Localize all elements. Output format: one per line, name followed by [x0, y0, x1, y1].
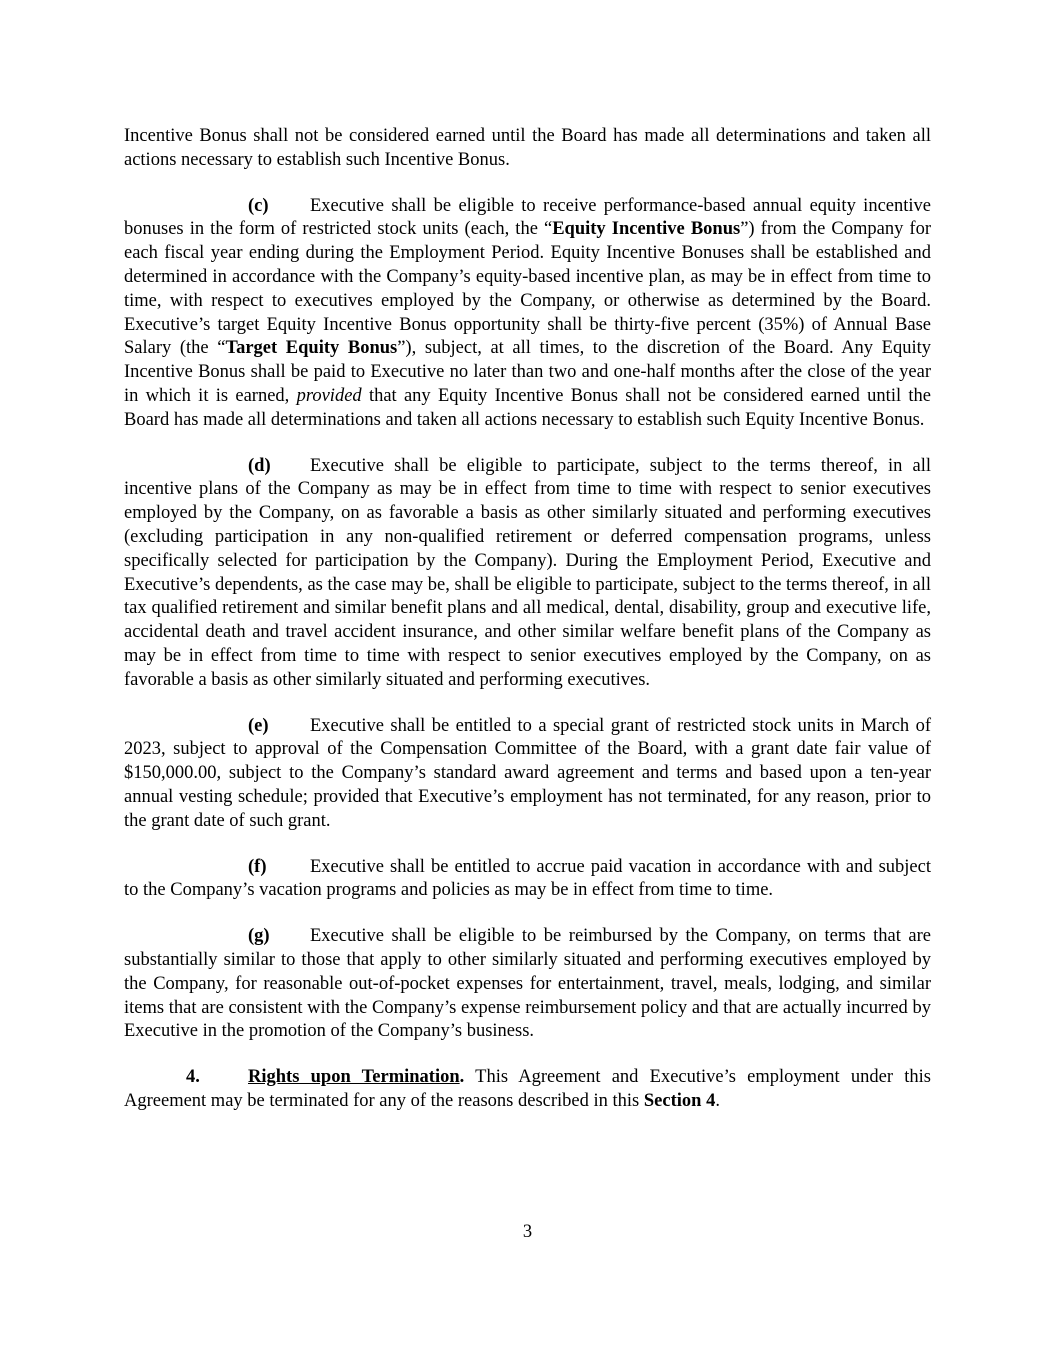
paragraph-c-text-1: Executive shall be eligible to receive performance-based annual equity incentive bonuses in the form of restricted stock units (each, the “	[124, 195, 931, 240]
defined-term-target-equity-bonus: Target Equity Bonus	[225, 338, 398, 359]
section-4-heading: Rights upon Termination	[248, 1067, 460, 1088]
paragraph-e-text: Executive shall be entitled to a special grant of restricted stock units in March of 2023, subject to approval of the Compensation Committee of the Board, with a grant date fair value of $150,000.00, subject to the Company’s standard award agreement and terms and based upon a ten-year annual vesting schedule; provided that Executive’s employment has not terminated, for any reason, prior to the grant date of such grant.	[124, 715, 931, 831]
paragraph-e-label: (e)	[248, 715, 269, 736]
paragraph-c	[124, 195, 931, 433]
paragraph-f	[124, 856, 931, 904]
paragraph-e	[124, 715, 931, 834]
paragraph-d-label: (d)	[248, 455, 271, 476]
document-page	[124, 125, 931, 1114]
defined-term-equity-incentive-bonus: Equity Incentive Bonus	[552, 219, 741, 240]
paragraph-d	[124, 455, 931, 693]
section-4-number: 4.	[186, 1067, 200, 1088]
paragraph-f-label: (f)	[248, 856, 267, 877]
paragraph-g-label: (g)	[248, 926, 270, 947]
page-number: 3	[522, 1222, 533, 1242]
section-4-reference: Section 4	[643, 1090, 716, 1111]
paragraph-b-continued: Incentive Bonus shall not be considered earned until the Board has made all determinations and taken all actions necessary to establish such Incentive Bonus.	[124, 126, 931, 170]
paragraph-c-text-3: ”), subject, at all times, to the discretion of the Board. Any Equity Incentive Bonus shall be paid to Executive no later than two and one-half months after the close of the year in which it is earned,	[124, 338, 931, 406]
paragraph-c-text-4: that any Equity Incentive Bonus shall not be considered earned until the Board has made all determinations and taken all actions necessary to establish such Equity Incentive Bonus.	[124, 385, 931, 430]
section-4-text: This Agreement and Executive’s employment under this Agreement may be terminated for any of the reasons described in this	[124, 1067, 931, 1111]
paragraph-f-text: Executive shall be entitled to accrue paid vacation in accordance with and subject to the Company’s vacation programs and policies as may be in effect from time to time.	[124, 856, 931, 901]
paragraph-c-text-2: ”) from the Company for each fiscal year ending during the Employment Period. Equity Incentive Bonuses shall be established and determined in accordance with the Company’s equity-based incentive plan, as may be in effect from time to time, with respect to executives employed by the Company, or otherwise as determined by the Board. Executive’s target Equity Incentive Bonus opportunity shall be thirty-five percent (35%) of Annual Base Salary (the “	[124, 219, 932, 359]
paragraph-d-text: Executive shall be eligible to participate, subject to the terms thereof, in all incentive plans of the Company as may be in effect from time to time with respect to senior executives employed by the Company, on as favorable a basis as other similarly situated and performing executives (excluding participation in any non-qualified retirement or deferred compensation programs, unless specifically selected for participation by the Company). During the Employment Period, Executive and Executive’s dependents, as the case may be, shall be eligible to participate, subject to the terms thereof, in all tax qualified retirement and similar benefit plans and all medical, dental, disability, group and executive life, accidental death and travel accident insurance, and other similar welfare benefit plans of the Company as may be in effect from time to time with respect to senior executives employed by the Company, on as favorable a basis as other similarly situated and performing executives.	[124, 455, 931, 690]
paragraph-c-label: (c)	[248, 195, 269, 216]
paragraph-g-text: Executive shall be eligible to be reimbursed by the Company, on terms that are substantially similar to those that apply to other similarly situated and performing executives employed by the Company, for reasonable out-of-pocket expenses for entertainment, travel, meals, lodging, and similar items that are consistent with the Company’s expense reimbursement policy and that are actually incurred by Executive in the promotion of the Company’s business.	[124, 926, 931, 1042]
section-4	[124, 1066, 931, 1114]
paragraph-c-italic-provided: provided	[296, 385, 362, 406]
section-4-end: .	[715, 1090, 720, 1111]
paragraph-g	[124, 925, 931, 1044]
section-4-heading-period: .	[459, 1067, 465, 1088]
section-4-heading-wrap	[248, 1067, 464, 1087]
